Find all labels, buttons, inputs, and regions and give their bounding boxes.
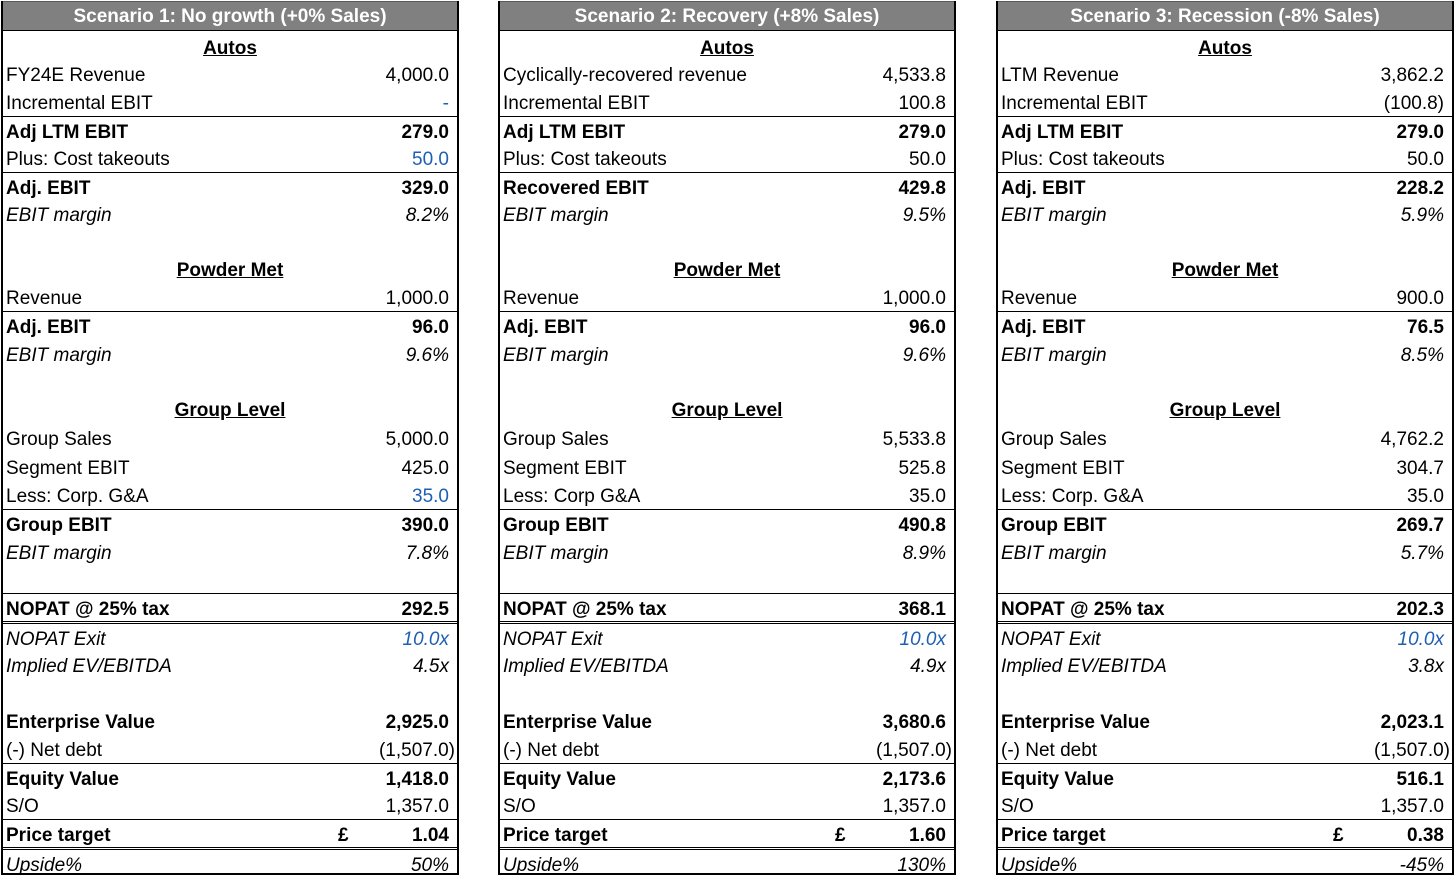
row-label: Less: Corp. G&A bbox=[1001, 486, 1144, 507]
row-label: NOPAT Exit bbox=[1001, 629, 1101, 650]
pm-margin-row bbox=[998, 340, 1452, 368]
row-label: EBIT margin bbox=[1001, 543, 1107, 564]
row-label: (-) Net debt bbox=[503, 740, 600, 761]
row-label: Adj. EBIT bbox=[1001, 317, 1086, 338]
row-label: EBIT margin bbox=[503, 543, 609, 564]
implied-ev-ebitda-row bbox=[500, 651, 954, 679]
row-label: Enterprise Value bbox=[6, 712, 155, 733]
row-value: 525.8 bbox=[898, 458, 946, 479]
net-debt-row bbox=[998, 735, 1452, 763]
row-label: Group EBIT bbox=[6, 515, 112, 536]
scenario-header: Scenario 1: No growth (+0% Sales) bbox=[3, 1, 457, 31]
group-margin-row bbox=[998, 538, 1452, 566]
autos-section-title-row bbox=[3, 33, 457, 61]
net-debt-row bbox=[3, 735, 457, 763]
equity-value-row bbox=[500, 763, 954, 792]
row-label: Adj LTM EBIT bbox=[1001, 122, 1124, 143]
scenario-panel bbox=[1, 1, 459, 875]
adj-ltm-ebit-row bbox=[3, 116, 457, 145]
corp-ga-row bbox=[998, 481, 1452, 509]
implied-ev-ebitda-row bbox=[998, 651, 1452, 679]
row-value: 279.0 bbox=[898, 122, 946, 143]
row-value: 3,862.2 bbox=[1380, 65, 1444, 86]
autos-ebit-row bbox=[998, 172, 1452, 201]
row-label: Upside% bbox=[6, 855, 83, 876]
row-value: 1,357.0 bbox=[1380, 796, 1444, 817]
row-value: 0.38 bbox=[1407, 825, 1444, 846]
shares-outstanding-row bbox=[998, 791, 1452, 819]
row-label: Implied EV/EBITDA bbox=[503, 656, 669, 677]
row-label: FY24E Revenue bbox=[6, 65, 146, 86]
row-value: 100.8 bbox=[898, 93, 946, 114]
row-label: Enterprise Value bbox=[1001, 712, 1150, 733]
row-label: EBIT margin bbox=[503, 345, 609, 366]
cost-takeouts-row bbox=[500, 144, 954, 172]
row-label: Adj. EBIT bbox=[6, 178, 91, 199]
row-label: Group Sales bbox=[1001, 429, 1107, 450]
row-label: Group EBIT bbox=[503, 515, 609, 536]
row-label: EBIT margin bbox=[6, 345, 112, 366]
row-value: 4,000.0 bbox=[385, 65, 449, 86]
enterprise-value-row bbox=[998, 707, 1452, 735]
row-label: Implied EV/EBITDA bbox=[1001, 656, 1167, 677]
row-label: S/O bbox=[1001, 796, 1034, 817]
currency-symbol: £ bbox=[835, 825, 846, 846]
group-sales-row bbox=[3, 424, 457, 452]
row-label: Plus: Cost takeouts bbox=[503, 149, 667, 170]
row-value: 4,533.8 bbox=[882, 65, 946, 86]
nopat-exit-row bbox=[500, 621, 954, 652]
corp-ga-row bbox=[3, 481, 457, 509]
row-value: 2,173.6 bbox=[882, 769, 946, 790]
powder-met-section-title: Powder Met bbox=[673, 260, 781, 281]
powder-met-section-title-row bbox=[998, 255, 1452, 283]
autos-section-title-row bbox=[998, 33, 1452, 61]
scenario-header: Scenario 2: Recovery (+8% Sales) bbox=[500, 1, 954, 31]
pm-ebit-row bbox=[998, 311, 1452, 340]
row-value: 304.7 bbox=[1396, 458, 1444, 479]
row-value: 1,357.0 bbox=[385, 796, 449, 817]
row-value: 4.9x bbox=[910, 656, 946, 677]
row-label: Equity Value bbox=[503, 769, 616, 790]
autos-section-title: Autos bbox=[1198, 38, 1252, 59]
corp-ga-row bbox=[500, 481, 954, 509]
pm-revenue-row bbox=[3, 283, 457, 311]
row-label: (-) Net debt bbox=[1001, 740, 1098, 761]
row-label: Cyclically-recovered revenue bbox=[503, 65, 747, 86]
row-label: Revenue bbox=[503, 288, 580, 309]
row-label: Incremental EBIT bbox=[6, 93, 153, 114]
row-value: 9.6% bbox=[902, 345, 946, 366]
implied-ev-ebitda-row bbox=[3, 651, 457, 679]
row-value: 96.0 bbox=[909, 317, 946, 338]
row-label: Group Sales bbox=[6, 429, 112, 450]
row-value: 35.0 bbox=[909, 486, 946, 507]
row-value: 1,357.0 bbox=[882, 796, 946, 817]
row-label: Segment EBIT bbox=[503, 458, 627, 479]
row-value: 8.2% bbox=[405, 205, 449, 226]
row-label: Revenue bbox=[6, 288, 83, 309]
group-level-section-title-row bbox=[998, 395, 1452, 423]
row-value: 35.0 bbox=[1407, 486, 1444, 507]
row-value: -45% bbox=[1399, 855, 1444, 876]
row-value: 5.9% bbox=[1400, 205, 1444, 226]
row-value: 202.3 bbox=[1396, 599, 1444, 620]
row-value: (1,507.0) bbox=[875, 740, 952, 761]
pm-ebit-row bbox=[500, 311, 954, 340]
pm-margin-row bbox=[500, 340, 954, 368]
autos-margin-row bbox=[998, 200, 1452, 228]
row-value: 10.0x bbox=[1397, 629, 1444, 650]
pm-revenue-row bbox=[500, 283, 954, 311]
row-label: S/O bbox=[6, 796, 39, 817]
nopat-row bbox=[500, 593, 954, 622]
group-ebit-row bbox=[500, 509, 954, 538]
row-label: Equity Value bbox=[1001, 769, 1114, 790]
nopat-row bbox=[998, 593, 1452, 622]
powder-met-section-title: Powder Met bbox=[176, 260, 284, 281]
row-label: EBIT margin bbox=[6, 205, 112, 226]
row-value: 2,925.0 bbox=[385, 712, 449, 733]
upside-row bbox=[500, 847, 954, 878]
row-value: (1,507.0) bbox=[1373, 740, 1450, 761]
segment-ebit-row bbox=[3, 453, 457, 481]
row-value: 3.8x bbox=[1408, 656, 1444, 677]
row-label: Group EBIT bbox=[1001, 515, 1107, 536]
autos-section-title: Autos bbox=[203, 38, 257, 59]
row-value: 8.5% bbox=[1400, 345, 1444, 366]
row-value: 130% bbox=[897, 855, 946, 876]
row-label: Segment EBIT bbox=[1001, 458, 1125, 479]
autos-margin-row bbox=[3, 200, 457, 228]
adj-ltm-ebit-row bbox=[500, 116, 954, 145]
nopat-exit-row bbox=[3, 621, 457, 652]
nopat-row bbox=[3, 593, 457, 622]
autos-revenue-row bbox=[500, 60, 954, 88]
row-value: 76.5 bbox=[1407, 317, 1444, 338]
autos-revenue-row bbox=[998, 60, 1452, 88]
group-level-section-title-row bbox=[3, 395, 457, 423]
powder-met-section-title: Powder Met bbox=[1171, 260, 1279, 281]
autos-margin-row bbox=[500, 200, 954, 228]
row-value: 35.0 bbox=[412, 486, 449, 507]
group-margin-row bbox=[3, 538, 457, 566]
scenario-panel bbox=[996, 1, 1454, 875]
equity-value-row bbox=[3, 763, 457, 792]
row-value: 10.0x bbox=[402, 629, 449, 650]
row-value: 228.2 bbox=[1396, 178, 1444, 199]
row-value: 96.0 bbox=[412, 317, 449, 338]
row-label: Equity Value bbox=[6, 769, 119, 790]
row-label: Segment EBIT bbox=[6, 458, 130, 479]
row-value: 9.6% bbox=[405, 345, 449, 366]
price-target-row bbox=[998, 819, 1452, 848]
row-label: Adj LTM EBIT bbox=[6, 122, 129, 143]
row-value: 368.1 bbox=[898, 599, 946, 620]
row-value: (1,507.0) bbox=[378, 740, 455, 761]
row-label: Upside% bbox=[503, 855, 580, 876]
scenario-header: Scenario 3: Recession (-8% Sales) bbox=[998, 1, 1452, 31]
row-value: 5,000.0 bbox=[385, 429, 449, 450]
row-label: Incremental EBIT bbox=[1001, 93, 1148, 114]
shares-outstanding-row bbox=[3, 791, 457, 819]
cost-takeouts-row bbox=[3, 144, 457, 172]
row-value: 900.0 bbox=[1396, 288, 1444, 309]
row-value: 390.0 bbox=[401, 515, 449, 536]
row-label: Adj. EBIT bbox=[6, 317, 91, 338]
row-label: Plus: Cost takeouts bbox=[1001, 149, 1165, 170]
row-value: 329.0 bbox=[401, 178, 449, 199]
powder-met-section-title-row bbox=[3, 255, 457, 283]
row-value: (100.8) bbox=[1383, 93, 1444, 114]
incremental-ebit-row bbox=[3, 88, 457, 116]
autos-ebit-row bbox=[500, 172, 954, 201]
autos-section-title: Autos bbox=[700, 38, 754, 59]
powder-met-section-title-row bbox=[500, 255, 954, 283]
group-margin-row bbox=[500, 538, 954, 566]
row-value: 50% bbox=[410, 855, 449, 876]
row-label: Price target bbox=[1001, 825, 1106, 846]
row-value: 429.8 bbox=[898, 178, 946, 199]
equity-value-row bbox=[998, 763, 1452, 792]
row-value: 1.60 bbox=[909, 825, 946, 846]
autos-revenue-row bbox=[3, 60, 457, 88]
currency-symbol: £ bbox=[338, 825, 349, 846]
row-label: Less: Corp. G&A bbox=[6, 486, 149, 507]
row-label: (-) Net debt bbox=[6, 740, 103, 761]
row-label: Incremental EBIT bbox=[503, 93, 650, 114]
group-sales-row bbox=[500, 424, 954, 452]
row-value: 9.5% bbox=[902, 205, 946, 226]
pm-revenue-row bbox=[998, 283, 1452, 311]
upside-row bbox=[998, 847, 1452, 878]
shares-outstanding-row bbox=[500, 791, 954, 819]
price-target-row bbox=[500, 819, 954, 848]
net-debt-row bbox=[500, 735, 954, 763]
row-label: EBIT margin bbox=[503, 205, 609, 226]
row-label: Adj. EBIT bbox=[503, 317, 588, 338]
row-label: Recovered EBIT bbox=[503, 178, 649, 199]
row-value: 269.7 bbox=[1396, 515, 1444, 536]
row-value: 5.7% bbox=[1400, 543, 1444, 564]
row-label: LTM Revenue bbox=[1001, 65, 1119, 86]
row-value: 2,023.1 bbox=[1380, 712, 1444, 733]
incremental-ebit-row bbox=[500, 88, 954, 116]
row-value: 279.0 bbox=[401, 122, 449, 143]
group-sales-row bbox=[998, 424, 1452, 452]
row-label: NOPAT @ 25% tax bbox=[1001, 599, 1165, 620]
row-value: 50.0 bbox=[1407, 149, 1444, 170]
row-value: 1,000.0 bbox=[882, 288, 946, 309]
scenario-panel bbox=[498, 1, 956, 875]
price-target-row bbox=[3, 819, 457, 848]
enterprise-value-row bbox=[3, 707, 457, 735]
row-value: 279.0 bbox=[1396, 122, 1444, 143]
row-value: 7.8% bbox=[405, 543, 449, 564]
row-value: 8.9% bbox=[902, 543, 946, 564]
row-value: 4,762.2 bbox=[1380, 429, 1444, 450]
row-value: 4.5x bbox=[413, 656, 449, 677]
group-ebit-row bbox=[3, 509, 457, 538]
group-ebit-row bbox=[998, 509, 1452, 538]
row-value: 1,000.0 bbox=[385, 288, 449, 309]
row-label: NOPAT @ 25% tax bbox=[503, 599, 667, 620]
row-label: EBIT margin bbox=[1001, 345, 1107, 366]
row-label: NOPAT Exit bbox=[503, 629, 603, 650]
nopat-exit-row bbox=[998, 621, 1452, 652]
pm-margin-row bbox=[3, 340, 457, 368]
row-value: 425.0 bbox=[401, 458, 449, 479]
row-value: 1.04 bbox=[412, 825, 449, 846]
row-value: 516.1 bbox=[1396, 769, 1444, 790]
segment-ebit-row bbox=[998, 453, 1452, 481]
row-label: Price target bbox=[6, 825, 111, 846]
row-label: EBIT margin bbox=[1001, 205, 1107, 226]
row-label: Group Sales bbox=[503, 429, 609, 450]
row-label: NOPAT @ 25% tax bbox=[6, 599, 170, 620]
row-label: Implied EV/EBITDA bbox=[6, 656, 172, 677]
row-value: 490.8 bbox=[898, 515, 946, 536]
row-value: - bbox=[442, 93, 449, 114]
adj-ltm-ebit-row bbox=[998, 116, 1452, 145]
row-value: 292.5 bbox=[401, 599, 449, 620]
row-value: 3,680.6 bbox=[882, 712, 946, 733]
row-value: 1,418.0 bbox=[385, 769, 449, 790]
cost-takeouts-row bbox=[998, 144, 1452, 172]
segment-ebit-row bbox=[500, 453, 954, 481]
row-value: 10.0x bbox=[899, 629, 946, 650]
enterprise-value-row bbox=[500, 707, 954, 735]
upside-row bbox=[3, 847, 457, 878]
row-label: Plus: Cost takeouts bbox=[6, 149, 170, 170]
row-label: Less: Corp G&A bbox=[503, 486, 641, 507]
row-label: Adj LTM EBIT bbox=[503, 122, 626, 143]
row-label: NOPAT Exit bbox=[6, 629, 106, 650]
autos-ebit-row bbox=[3, 172, 457, 201]
incremental-ebit-row bbox=[998, 88, 1452, 116]
row-label: EBIT margin bbox=[6, 543, 112, 564]
row-label: Adj. EBIT bbox=[1001, 178, 1086, 199]
row-label: Revenue bbox=[1001, 288, 1078, 309]
group-level-section-title: Group Level bbox=[671, 400, 783, 421]
autos-section-title-row bbox=[500, 33, 954, 61]
row-label: Upside% bbox=[1001, 855, 1078, 876]
group-level-section-title: Group Level bbox=[1169, 400, 1281, 421]
row-value: 5,533.8 bbox=[882, 429, 946, 450]
row-label: Enterprise Value bbox=[503, 712, 652, 733]
row-label: Price target bbox=[503, 825, 608, 846]
group-level-section-title: Group Level bbox=[174, 400, 286, 421]
row-label: S/O bbox=[503, 796, 536, 817]
row-value: 50.0 bbox=[412, 149, 449, 170]
currency-symbol: £ bbox=[1333, 825, 1344, 846]
group-level-section-title-row bbox=[500, 395, 954, 423]
row-value: 50.0 bbox=[909, 149, 946, 170]
pm-ebit-row bbox=[3, 311, 457, 340]
